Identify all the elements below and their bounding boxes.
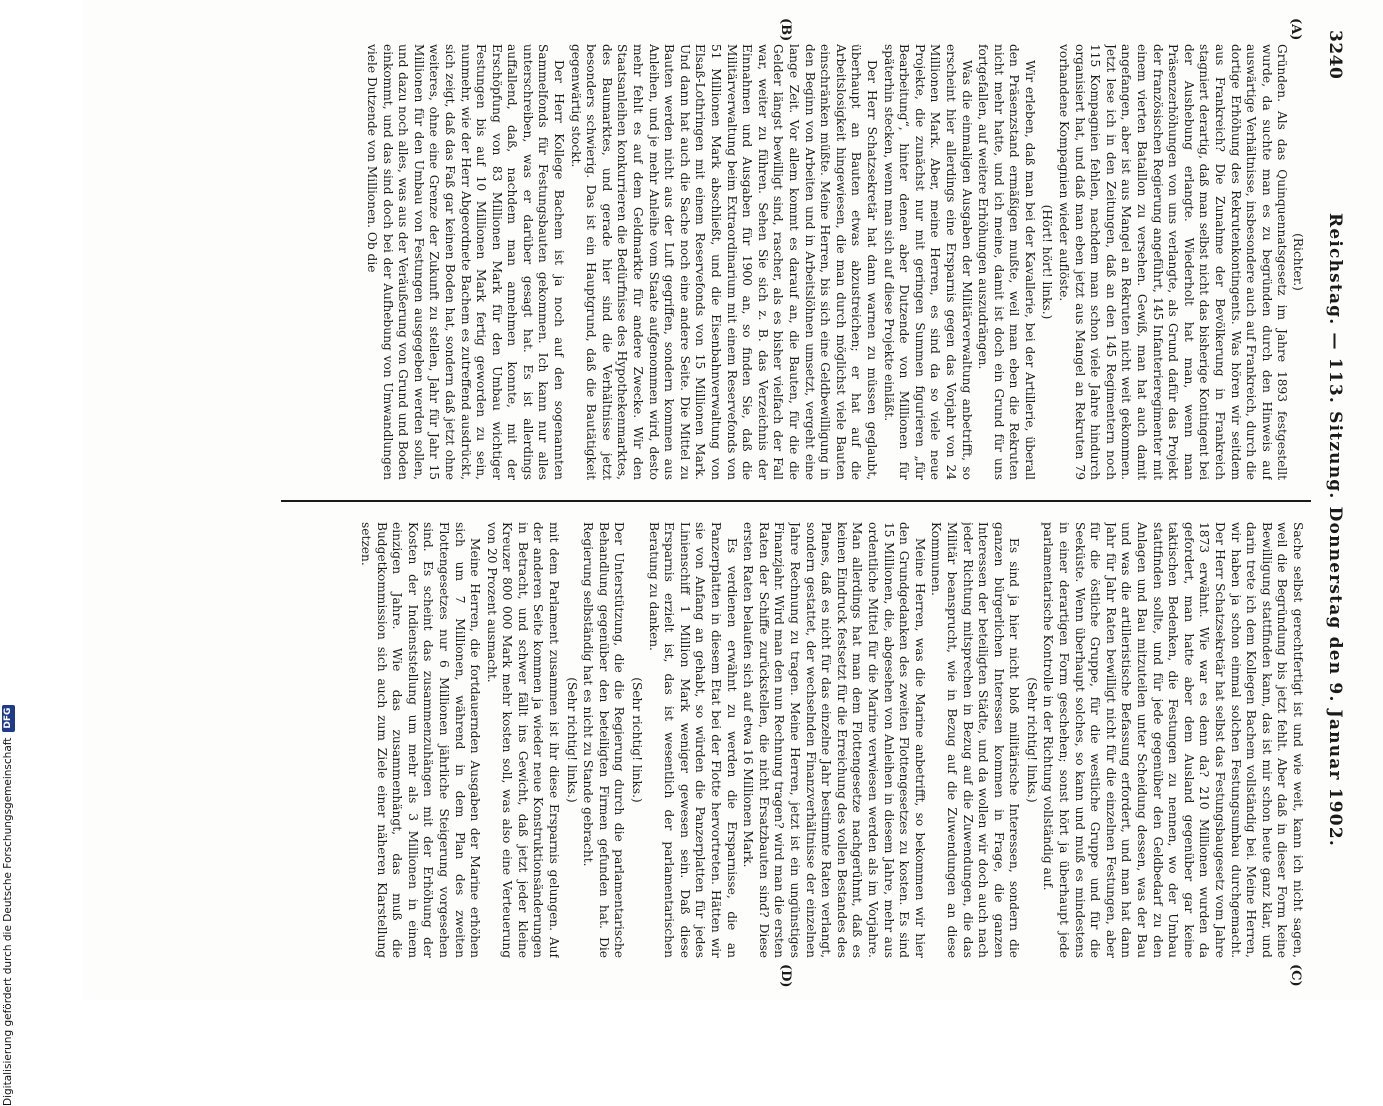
interjection: (Sehr richtig! links.) [1024,677,1039,803]
credit-line [0,466,16,1106]
interjection: (Hört! hört! links.) [1040,204,1055,320]
page-title: Reichstag. — 113. Sitzung. Donnerstag den 9. Januar 1902. [1325,213,1345,847]
paragraph: Was die einmaligen Ausgaben der Militärverwaltung anbetrifft, so erscheint hier allerdings eine Ersparnis gegen das Vorjahr von 24 Millionen Mark. Aber, meine Herren, es sind da so viele neue Projekte, die zunächst nur mit geringen Summen figurieren „für Bearbeitung“, hinter denen aber Dutzende von Millionen für späterhin stecken, wenn man sich auf diese Projekte einläßt. [881,44,974,480]
dfg-logo: DFG [2,705,15,732]
paragraph: Meine Herren, die fortdauernden Ausgaben der Marine erhöhen sich um 7 Millionen, während in dem Plan des zweiten Flottengesetzes nur 6 Millionen jährliche Steigerung vorgesehen sind. Es scheint das zusammenzuhängen mit der Erhöhung der Kosten der Indienststellung um mehr als 3 Millionen in einem einzigen Jahre. Wie das zusammenhängt, das muß die Budgetkommission sich auch zum Ziele einer näheren Klarstellung setzen. [358,522,483,958]
paragraph: Es verdienen erwähnt zu werden die Ersparnisse, die an Panzerplatten in diesem Etat bei der Flotte hervortreten. Hätten wir sie von Anfang an gehabt, so würden die Panzerplatten für jedes Linienschiff 1 Million Mark weniger gewesen sein. Daß diese Ersparnis erzielt ist, das ist wesentlich der parlamentarischen Beratung zu danken. [646,522,739,958]
paragraph: Der Herr Schatzsekretär hat dann warnen zu müssen geglaubt, überhaupt an Bauten etwas abzustreichen; er hat auf die Arbeitslosigkeit hingewiesen, die man durch möglichst viele Bauten einschränken müßte. Meine Herren, bis sich eine Geldbewilligung in den Beginn von Arbeiten und in Arbeitslöhnen umsetzt, vergeht eine lange Zeit. Vor allem kommt es darauf an, die Bauten, für die die Gelder längst bewilligt sind, rascher, als es bisher vielfach der Fall war, weiter zu führen. Sehen Sie sich z. B. das Verzeichnis der Einnahmen und Ausgaben für 1900 an, so finden Sie, daß die Militärverwaltung beim Extraordinarium mit einem Reservefonds von 51 Millionen Mark abschließt, und die Eisenbahnverwaltung von Elsaß-Lothringen mit einem Reservefonds von 15 Millionen Mark. Und dann hat auch die Sache noch eine andere Seite. Die Mittel zu Bauten werden nicht aus der Luft gegriffen, sondern kommen aus Anleihen, und je mehr Anleihe vom Staate aufgenommen wird, desto mehr fehlt es auf dem Geldmarkte für andere Zwecke. Wir den Staatsanleihen konkurrieren die Bedürfnisse des Hypothekenmarktes, des Baumarktes, und gerade hier sind die Verhältnisse jetzt besonders schwierig. Das ist ein Hauptgrund, daß die Bautätigkeit gegenwärtig stockt. [568,44,879,480]
interjection: (Sehr richtig! links.) [564,677,579,803]
page-number: 3240 [1325,30,1345,80]
margin-letter-b: (B) [778,18,793,42]
credit-sidebar [0,0,22,1106]
paragraph: Der Unterstützung, die die Regierung durch die parlamentarische Behandlung gegenüber den beteiligten Firmen gefunden hat. Die Regierung selbständig hat es nicht zu Stande gebracht. [581,522,627,958]
credit-text: Digitalisierung gefördert durch die Deutsche Forschungsgemeinschaft [2,737,14,1106]
rotated-document-page [83,0,1383,1000]
paragraph: Meine Herren, was die Marine anbetrifft, so bekommen wir hier den Grundgedanken des zweiten Flottengesetzes zu kosten. Es sind 15 Millionen, die, abgesehen von Anleihen in diesem Jahre, mehr aus ordentliche Mittel für die Marine verwiesen werden als im Vorjahre. Man allerdings hat man dem Flottengesetze nachgerühmt, daß es keinen Eindruck festsetzt für die Erreichung des vollen Bestandes des Planes, daß es nicht für das einzelne Jahr bestimmte Raten verlangt, sondern gestattet, der wechselnden Finanzverhältnisse der einzelnen Jahre Rechnung zu tragen. Meine Herren, jetzt ist ein ungünstiges Finanzjahr. Wird man den nun Rechnung tragen? wird man die ersten Raten der Schiffe zurückstellen, die nicht Ersatzbauten sind? Diese ersten Raten belaufen sich auf etwa 16 Millionen Mark. [741,522,927,958]
paragraph: mit dem Parlament zusammen ist ihr diese Ersparnis gelungen. Auf der anderen Seite kommen ja wieder neue Konstruktionsänderungen in Betracht, und schwer fällt ins Gewicht, daß jetzt jeder kleine Kreuzer 800 000 Mark mehr kosten soll, was also eine Verteuerung von 20 Prozent ausmacht. [484,522,562,958]
speaker-name: (Richter.) [1291,233,1305,291]
paragraph: Der Herr Kollege Bachem ist ja noch auf den sogenannten Sammelfonds für Festungsbauten gekommen. Ich kann nur alles unterschreiben, was er darüber gesagt hat. Es ist allerdings auffallend, daß, nachdem man annehmen konnte, mit der Erschöpfung von 83 Millionen Mark für den Umbau wichtiger Festungen bis auf 10 Millionen Mark fertig geworden zu sein, nunmehr, wie der Herr Abgeordnete Bachem es zutreffend ausdrückt, sich zeigt, daß das Faß gar keinen Boden hat, sondern daß jetzt ohne weiteres, ohne eine Grenze der Zukunft zu stellen, Jahr für Jahr 15 Millionen für den Umbau von Festungen ausgegeben werden sollen, und dazu noch alles, was aus der Veräußerung von Grund und Boden einkommt, und das sind doch bei der Aufhebung von Umwandlungen viele Dutzende von Millionen. Ob die [364,44,567,480]
interjection: (Sehr richtig! links.) [630,677,645,803]
margin-letter-a: (A) [1288,18,1303,41]
margin-letter-d: (D) [778,964,793,988]
paragraph: Wir erleben, daß man bei der Kavallerie, bei der Artillerie, überall den Präsenzstand ermäßigen mußte, weil man eben die Rekruten nicht mehr hatte, und ich meine, damit ist doch ein Grund für uns fortgefallen, auf weitere Erhöhungen auszudrängen. [976,44,1037,480]
margin-letter-c: (C) [1288,964,1303,987]
paragraph: Sache selbst gerechtfertigt ist und wie weit, kann ich nicht sagen, weil die Begründung bis jetzt fehlt. Aber daß in dieser Form keine Bewilligung stattfinden kann, das ist mir schon heute ganz klar, und darin trete ich dem Kollegen Bachem vollständig bei. Meine Herren, wir haben ja schon einmal solchen Festungsumbau durchgemacht. Der Herr Schatzsekretär hat selbst das Festungsbaugesetz vom Jahre 1873 erwähnt. Wie war es denn da? 210 Millionen wurden da gefordert, man hatte aber dem Ausland gegenüber gar keine taktischen Bedenken, die Festungen zu nennen, wo der Umbau stattfinden sollte, und für jede gegenüber den Geldbedarf zu den Anlagen und Bau mitzuteilen unter Scheidung dessen, was der Bau und was die artilleristische Befassung erfordert, und man hat dann Jahr für Jahr Raten bewilligt nicht für die einzelnen Festungen, aber für die östliche Gruppe, für die westliche Gruppe und für die Seeküste. Wenn überhaupt solches, so kann und muß es mindestens in einer derartigen Form geschehen; sonst hört ja überhaupt jede parlamentarische Kontrolle in der Richtung vollständig auf. [1041,522,1305,958]
column-divider [281,500,1311,502]
right-column [275,522,1305,958]
paragraph: Gründen. Als das Quinquennatsgesetz im Jahre 1893 festgestellt wurde, da suchte man es zu begründen durch den Hinweis auf auswärtige Verhältnisse, insbesondere auch auf Frankreich, durch die dortige Erhöhung des Rekrutenkontingents. Was hören wir seitdem aus Frankreich? Die Zunahme der Bevölkerung in Frankreich stagniert derartig, daß man selbst nicht das bisherige Kontingent bei der Aushebung erlangte. Wiederholt hat man, wenn man Präsenzerhöhungen von uns verlangte, als Grund dafür das Projekt der französischen Regierung angeführt, 145 Infanterieregimenter mit einem vierten Bataillon zu versehen. Gewiß, man hat auch damit angefangen, aber ist aus Mangel an Rekruten nicht weit gekommen. Jetzt lese ich in den Zeitungen, daß an den 145 Regimentern noch 115 Kompagnien fehlen, nachdem man schon viele Jahre hindurch organisiert hat, und daß man eben jetzt aus Mangel an Rekruten 79 vorhandene Kompagnien wieder auflöste. [1057,44,1290,480]
left-column [275,44,1305,480]
paragraph: Es sind ja hier nicht bloß militärische Interessen, sondern die ganzen bürgerlichen Interessen kommen in Frage, die ganzen Interessen der beteiligten Städte, und da wollen wir doch auch nach jeder Richtung mitsprechen in Bezug auf die Zuwendungen, die das Militär beansprucht, wie in Bezug auf die Zuwendungen an diese Kommunen. [929,522,1022,958]
page-header [1319,30,1345,970]
